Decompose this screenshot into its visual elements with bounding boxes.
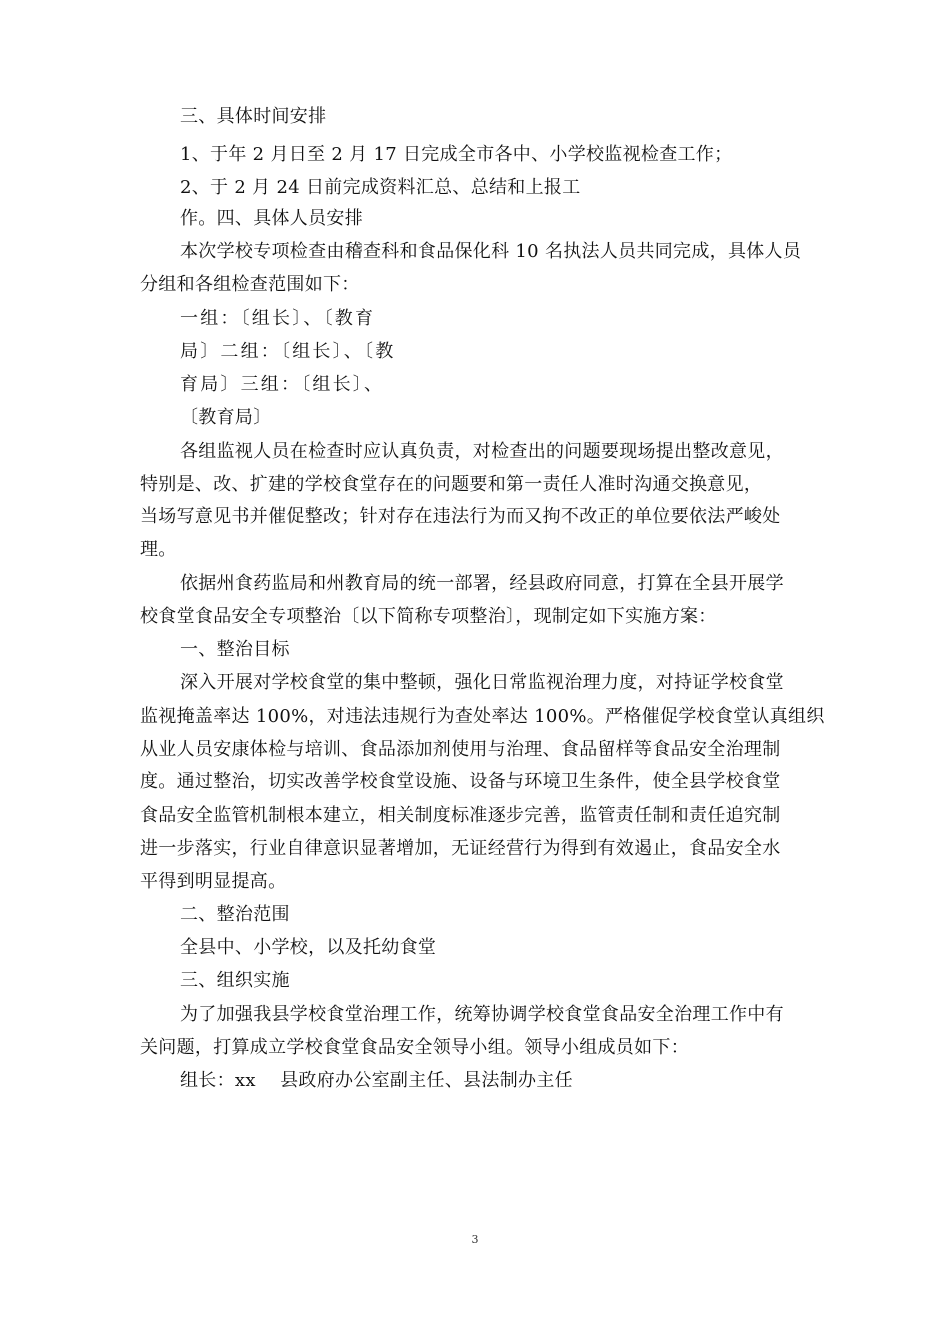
paragraph-line: 依据州食药监局和州教育局的统一部署，经县政府同意，打算在全县开展学	[180, 573, 784, 594]
paragraph-line: 监视掩盖率达 100%，对违法违规行为查处率达 100%。严格催促学校食堂认真组织	[140, 706, 825, 727]
page-number: 3	[471, 1233, 479, 1246]
paragraph-line: 〔教育局〕	[180, 407, 272, 428]
paragraph-line: 平得到明显提高。	[140, 871, 287, 892]
paragraph-line: 各组监视人员在检查时应认真负责，对检查出的问题要现场提出整改意见，	[180, 441, 784, 462]
paragraph-line: 作。四、具体人员安排	[180, 208, 363, 229]
paragraph-line: 本次学校专项检查由稽查科和食品保化科 10 名执法人员共同完成，具体人员	[180, 241, 802, 262]
paragraph-line: 局〕二组：〔组长〕、〔教	[180, 341, 396, 362]
paragraph-line: 度。通过整治，切实改善学校食堂设施、设备与环境卫生条件，使全县学校食堂	[140, 771, 781, 792]
paragraph-line: 分组和各组检查范围如下：	[140, 274, 360, 295]
paragraph-line: 1、于年 2 月日至 2 月 17 日完成全市各中、小学校监视检查工作；	[180, 144, 733, 165]
paragraph-line: 全县中、小学校，以及托幼食堂	[180, 937, 437, 958]
paragraph-line: 2、于 2 月 24 日前完成资料汇总、总结和上报工	[180, 177, 581, 198]
paragraph-line: 从业人员安康体检与培训、食品添加剂使用与治理、食品留样等食品安全治理制	[140, 739, 781, 760]
paragraph-line: 关问题，打算成立学校食堂食品安全领导小组。领导小组成员如下：	[140, 1037, 689, 1058]
paragraph-line: 组长：xx 县政府办公室副主任、县法制办主任	[180, 1070, 573, 1091]
paragraph-line: 理。	[140, 539, 177, 560]
paragraph-line: 食品安全监管机制根本建立，相关制度标准逐步完善，监管责任制和责任追究制	[140, 805, 781, 826]
heading-scope: 二、整治范围	[180, 904, 290, 925]
paragraph-line: 为了加强我县学校食堂治理工作，统筹协调学校食堂食品安全治理工作中有	[180, 1004, 784, 1025]
paragraph-line: 当场写意见书并催促整改；针对存在违法行为而又拘不改正的单位要依法严峻处	[140, 506, 781, 527]
heading-schedule: 三、具体时间安排	[180, 106, 327, 127]
heading-goal: 一、整治目标	[180, 639, 290, 660]
paragraph-line: 特别是、改、扩建的学校食堂存在的问题要和第一责任人准时沟通交换意见，	[140, 474, 763, 495]
heading-implementation: 三、组织实施	[180, 970, 290, 991]
paragraph-line: 育局〕三组：〔组长〕、	[180, 374, 385, 395]
paragraph-line: 进一步落实，行业自律意识显著增加，无证经营行为得到有效遏止，食品安全水	[140, 838, 781, 859]
paragraph-line: 深入开展对学校食堂的集中整顿，强化日常监视治理力度，对持证学校食堂	[180, 672, 784, 693]
paragraph-line: 校食堂食品安全专项整治〔以下简称专项整治〕，现制定如下实施方案：	[140, 606, 717, 627]
paragraph-line: 一组：〔组长〕、〔教育	[180, 308, 376, 329]
